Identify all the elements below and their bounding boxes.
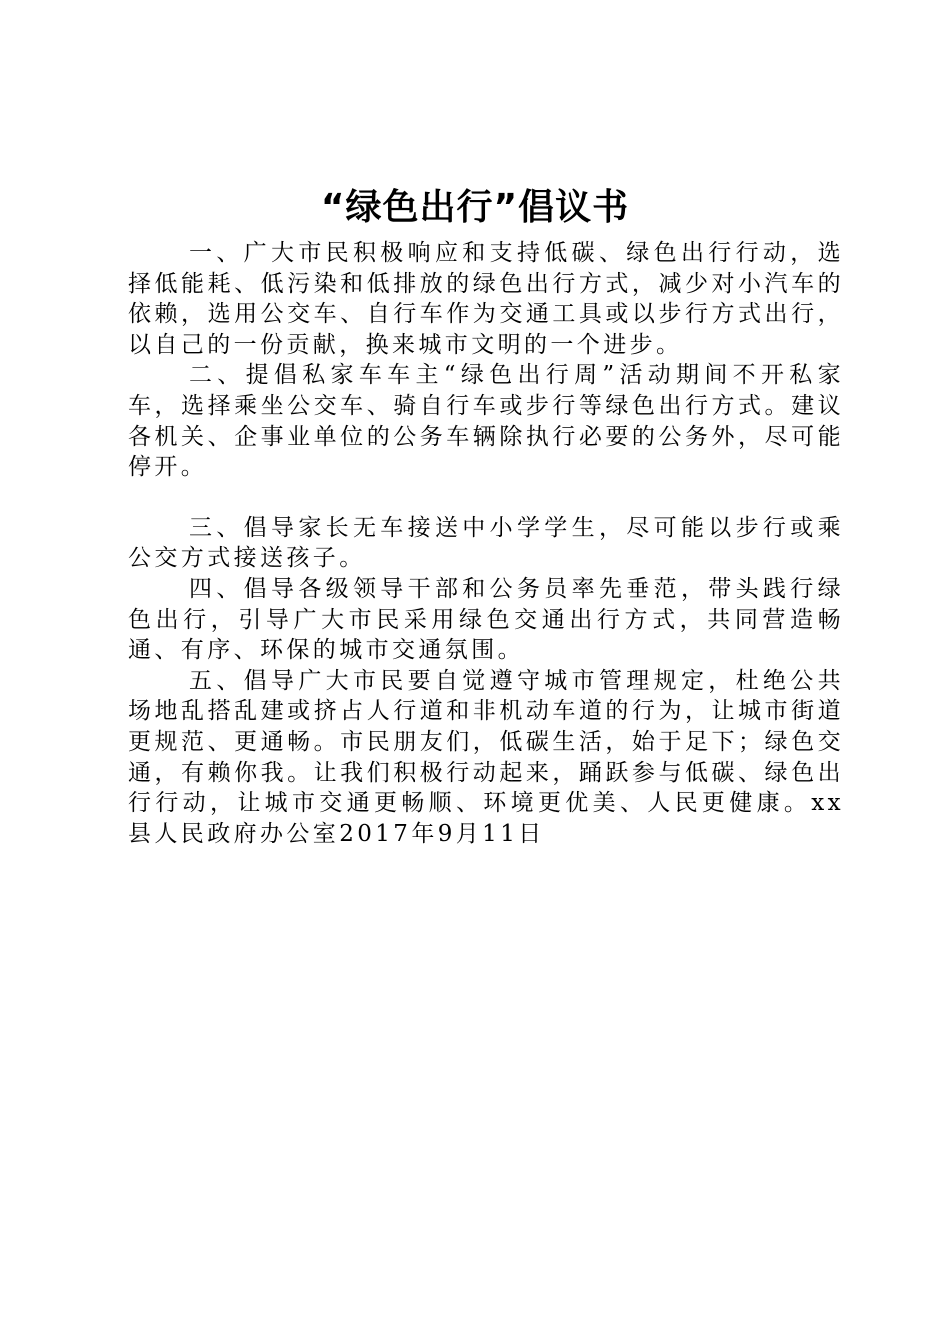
- paragraph-1: 一、广大市民积极响应和支持低碳、绿色出行行动，选择低能耗、低污染和低排放的绿色出行方式，减少对小汽车的依赖，选用公交车、自行车作为交通工具或以步行方式出行，以自己的一份贡献，换来城市文明的一个进步。: [128, 240, 844, 358]
- paragraph-5: 五、倡导广大市民要自觉遵守城市管理规定，杜绝公共场地乱搭乱建或挤占人行道和非机动车道的行为，让城市街道更规范、更通畅。市民朋友们，低碳生活，始于足下；绿色交通，有赖你我。让我们积极行动起来，踊跃参与低碳、绿色出行行动，让城市交通更畅顺、环境更优美、人民更健康。xx县人民政府办公室2017年9月11日: [128, 667, 844, 847]
- paragraph-2: 二、提倡私家车车主“绿色出行周”活动期间不开私家车，选择乘坐公交车、骑自行车或步行等绿色出行方式。建议各机关、企事业单位的公务车辆除执行必要的公务外，尽可能停开。: [128, 362, 844, 481]
- document-body: [128, 238, 844, 849]
- paragraph-3: 三、倡导家长无车接送中小学学生，尽可能以步行或乘公交方式接送孩子。: [128, 514, 844, 572]
- blank-line: [128, 483, 844, 513]
- paragraph-4: 四、倡导各级领导干部和公务员率先垂范，带头践行绿色出行，引导广大市民采用绿色交通出行方式，共同营造畅通、有序、环保的城市交通氛围。: [128, 575, 844, 664]
- document-title: “绿色出行”倡议书: [320, 187, 630, 228]
